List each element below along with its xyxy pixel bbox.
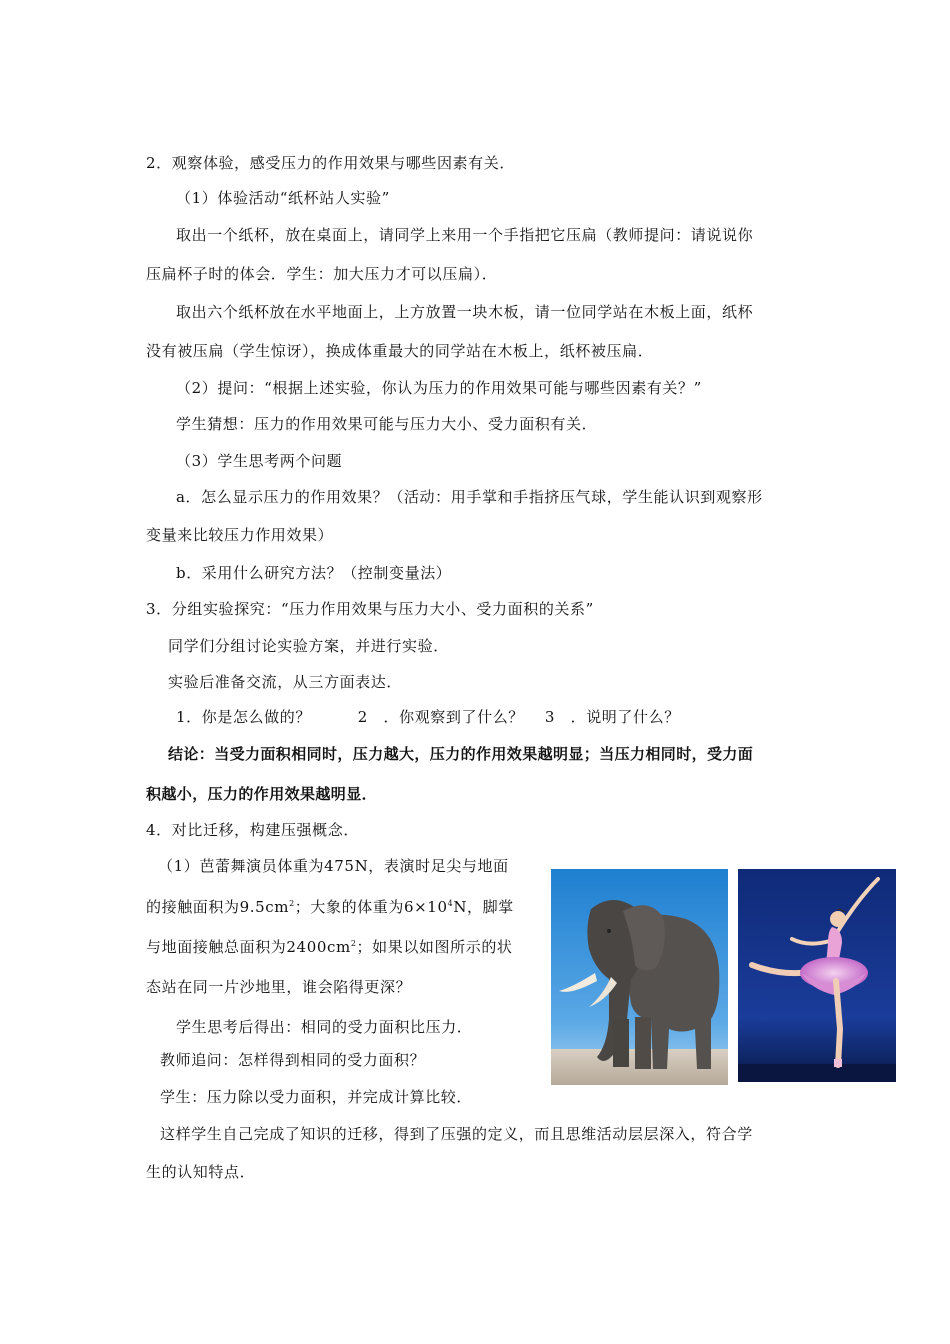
text-segment: N，脚掌 xyxy=(453,898,514,916)
superscript: 4 xyxy=(447,899,454,908)
paragraph-text: （1）芭蕾舞演员体重为475N，表演时足尖与地面 xyxy=(158,857,509,875)
elephant-illustration xyxy=(551,869,728,1085)
conclusion-text: 结论：当受力面积相同时，压力越大，压力的作用效果越明显；当压力相同时，受力面 xyxy=(168,745,754,763)
ballerina-illustration xyxy=(738,869,896,1082)
paragraph-text: 学生猜想：压力的作用效果可能与压力大小、受力面积有关． xyxy=(176,415,598,433)
section-2-sub3: （3）学生思考两个问题 xyxy=(176,452,343,470)
paragraph-text: 学生思考后得出：相同的受力面积比压力． xyxy=(176,1018,473,1036)
text-segment: 的接触面积为9.5cm xyxy=(146,898,290,916)
paragraph-text: 教师追问：怎样得到相同的受力面积？ xyxy=(160,1051,426,1069)
questions-line: 1．你是怎么做的？ 2 ．你观察到了什么？ 3 ．说明了什么？ xyxy=(176,708,680,726)
paragraph-text xyxy=(146,897,514,917)
conclusion-text-cont: 积越小，压力的作用效果越明显． xyxy=(146,785,378,803)
superscript: 2 xyxy=(289,899,295,908)
section-4-heading: 4．对比迁移，构建压强概念． xyxy=(146,821,359,839)
paragraph-text: 取出六个纸杯放在水平地面上，上方放置一块木板，请一位同学站在木板上面，纸杯 xyxy=(176,303,754,321)
section-2-sub1-title: （1）体验活动“纸杯站人实验” xyxy=(176,189,390,207)
text-segment: ；如果以如图所示的状 xyxy=(356,938,513,956)
section-2-sub2: （2）提问：“根据上述实验，你认为压力的作用效果可能与哪些因素有关？” xyxy=(176,379,702,397)
text-segment: ；大象的体重为6×10 xyxy=(294,898,448,916)
question-a: a．怎么显示压力的作用效果？（活动：用手掌和手指挤压气球，学生能认识到观察形 xyxy=(176,488,763,506)
section-2-heading: 2．观察体验，感受压力的作用效果与哪些因素有关． xyxy=(146,154,515,172)
text-segment: 与地面接触总面积为2400cm xyxy=(146,938,351,956)
paragraph-text: 态站在同一片沙地里，谁会陷得更深？ xyxy=(146,978,412,996)
paragraph-text: 压扁杯子时的体会．学生：加大压力才可以压扁）． xyxy=(146,265,498,283)
section-3-heading: 3．分组实验探究：“压力作用效果与压力大小、受力面积的关系” xyxy=(146,600,594,618)
question-a-cont: 变量来比较压力作用效果） xyxy=(146,526,334,544)
paragraph-text: 学生：压力除以受力面积，并完成计算比较． xyxy=(160,1088,473,1106)
ballerina-photo xyxy=(738,869,896,1082)
summary-text: 这样学生自己完成了知识的迁移，得到了压强的定义，而且思维活动层层深入，符合学 xyxy=(160,1125,753,1143)
paragraph-text: 同学们分组讨论实验方案，并进行实验． xyxy=(168,637,449,655)
paragraph-text: 取出一个纸杯，放在桌面上，请同学上来用一个手指把它压扁（教师提问：请说说你 xyxy=(176,226,754,244)
elephant-photo xyxy=(551,869,728,1085)
question-b: b．采用什么研究方法？（控制变量法） xyxy=(176,564,452,582)
summary-text-cont: 生的认知特点． xyxy=(146,1163,256,1181)
paragraph-text: 实验后准备交流，从三方面表达． xyxy=(168,673,403,691)
paragraph-text xyxy=(146,937,513,957)
superscript: 2 xyxy=(350,939,357,948)
paragraph-text: 没有被压扁（学生惊讶），换成体重最大的同学站在木板上，纸杯被压扁． xyxy=(146,342,654,360)
